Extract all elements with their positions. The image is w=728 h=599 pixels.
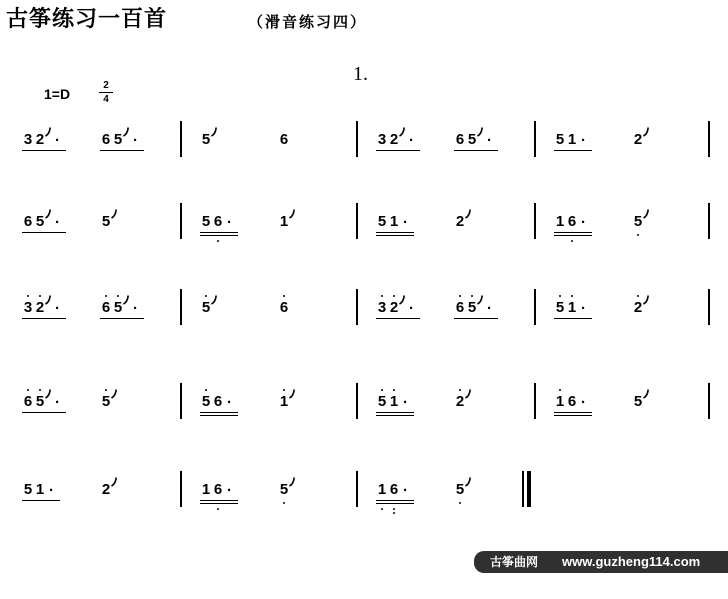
underline	[200, 232, 238, 233]
octave-dot-high	[471, 295, 473, 297]
note-pitch: 2	[389, 299, 399, 316]
underline	[200, 235, 238, 236]
octave-dot-high	[559, 295, 561, 297]
octave-dot-low	[393, 512, 395, 514]
octave-dot-low	[571, 240, 573, 242]
barline	[180, 121, 182, 157]
site-url[interactable]: www.guzheng114.com	[562, 554, 701, 569]
octave-dot-high	[381, 295, 383, 297]
duration-dot: ·	[409, 132, 414, 149]
octave-dot-high	[205, 389, 207, 391]
octave-dot-low	[283, 502, 285, 504]
note-pitch: 2	[455, 393, 465, 410]
time-signature-line	[99, 92, 113, 93]
barline	[356, 471, 358, 507]
note	[388, 481, 400, 499]
note-pitch: 5	[455, 481, 465, 498]
underline	[376, 500, 414, 501]
barline	[534, 203, 536, 239]
underline	[376, 235, 414, 236]
note-pitch: 6	[455, 131, 465, 148]
note	[22, 213, 34, 231]
upward-slide-icon	[210, 294, 218, 306]
note	[100, 131, 112, 149]
note	[34, 481, 46, 499]
duration-dot: ·	[133, 132, 138, 149]
note-pitch: 6	[23, 393, 33, 410]
note	[22, 481, 34, 499]
note-pitch: 5	[467, 131, 477, 148]
underline	[100, 150, 144, 151]
note	[278, 299, 290, 317]
note-pitch: 1	[279, 393, 289, 410]
underline	[100, 318, 144, 319]
underline	[554, 415, 592, 416]
duration-dot: ·	[487, 300, 492, 317]
duration-dot: ·	[403, 394, 408, 411]
note	[388, 213, 400, 231]
note	[22, 299, 34, 317]
underline	[200, 503, 238, 504]
duration-dot: ·	[133, 300, 138, 317]
note-pitch: 5	[101, 393, 111, 410]
note	[376, 131, 388, 149]
octave-dot-high	[393, 389, 395, 391]
note-pitch: 6	[567, 213, 577, 230]
octave-dot-high	[393, 295, 395, 297]
note-pitch: 1	[567, 299, 577, 316]
note	[554, 393, 566, 411]
octave-dot-high	[27, 389, 29, 391]
barline	[534, 289, 536, 325]
barline	[708, 121, 710, 157]
barline	[708, 289, 710, 325]
note-pitch: 5	[113, 299, 123, 316]
final-barline	[527, 471, 531, 507]
duration-dot: ·	[409, 300, 414, 317]
note	[454, 299, 466, 317]
underline	[22, 232, 66, 233]
upward-slide-icon	[288, 208, 296, 220]
note-pitch: 5	[467, 299, 477, 316]
octave-dot-high	[27, 295, 29, 297]
note-pitch: 6	[389, 481, 399, 498]
octave-dot-low	[459, 502, 461, 504]
underline	[376, 412, 414, 413]
octave-dot-low	[637, 234, 639, 236]
upward-slide-icon	[44, 208, 52, 220]
octave-dot-high	[39, 389, 41, 391]
note-pitch: 6	[279, 299, 289, 316]
octave-dot-high	[559, 389, 561, 391]
note-pitch: 3	[23, 299, 33, 316]
upward-slide-icon	[464, 208, 472, 220]
key-signature: 1=D	[44, 86, 71, 102]
duration-dot: ·	[55, 132, 60, 149]
upward-slide-icon	[642, 208, 650, 220]
upward-slide-icon	[44, 388, 52, 400]
upward-slide-icon	[110, 208, 118, 220]
underline	[22, 412, 66, 413]
note	[376, 213, 388, 231]
note-pitch: 1	[377, 481, 387, 498]
note	[212, 393, 224, 411]
barline	[180, 383, 182, 419]
upward-slide-icon	[464, 388, 472, 400]
note-pitch: 2	[455, 213, 465, 230]
barline	[356, 289, 358, 325]
note-pitch: 2	[35, 131, 45, 148]
octave-dot-high	[381, 389, 383, 391]
duration-dot: ·	[403, 482, 408, 499]
barline	[356, 203, 358, 239]
note-pitch: 5	[201, 393, 211, 410]
barline	[534, 383, 536, 419]
note-pitch: 5	[35, 213, 45, 230]
upward-slide-icon	[476, 294, 484, 306]
upward-slide-icon	[210, 126, 218, 138]
upward-slide-icon	[122, 294, 130, 306]
underline	[376, 318, 420, 319]
barline	[356, 121, 358, 157]
octave-dot-high	[105, 295, 107, 297]
upward-slide-icon	[398, 294, 406, 306]
note-pitch: 1	[201, 481, 211, 498]
octave-dot-high	[39, 295, 41, 297]
note-pitch: 2	[633, 299, 643, 316]
site-watermark[interactable]	[474, 551, 728, 573]
duration-dot: ·	[227, 214, 232, 231]
underline	[454, 318, 498, 319]
duration-dot: ·	[581, 214, 586, 231]
barline	[356, 383, 358, 419]
underline	[376, 232, 414, 233]
duration-dot: ·	[55, 394, 60, 411]
note-pitch: 5	[113, 131, 123, 148]
duration-dot: ·	[581, 394, 586, 411]
barline	[708, 383, 710, 419]
note-pitch: 5	[201, 213, 211, 230]
underline	[554, 150, 592, 151]
underline	[454, 150, 498, 151]
duration-dot: ·	[49, 482, 54, 499]
underline	[22, 318, 66, 319]
note	[566, 299, 578, 317]
note-pitch: 1	[567, 131, 577, 148]
duration-dot: ·	[581, 300, 586, 317]
note-pitch: 5	[377, 213, 387, 230]
note-pitch: 6	[101, 131, 111, 148]
note	[22, 393, 34, 411]
underline	[200, 412, 238, 413]
note-pitch: 1	[555, 213, 565, 230]
note-pitch: 6	[567, 393, 577, 410]
time-signature	[99, 80, 113, 105]
upward-slide-icon	[398, 126, 406, 138]
note	[554, 131, 566, 149]
site-name: 古筝曲网	[490, 555, 539, 569]
duration-dot: ·	[55, 300, 60, 317]
octave-dot-high	[283, 295, 285, 297]
underline	[200, 500, 238, 501]
page-title: 古筝练习一百首	[6, 7, 168, 32]
note-pitch: 2	[633, 131, 643, 148]
underline	[376, 150, 420, 151]
barline	[522, 471, 524, 507]
octave-dot-low	[217, 508, 219, 510]
underline	[554, 412, 592, 413]
note	[566, 213, 578, 231]
underline	[22, 500, 60, 501]
note-pitch: 5	[35, 393, 45, 410]
note	[454, 131, 466, 149]
upward-slide-icon	[464, 476, 472, 488]
note	[200, 393, 212, 411]
note	[376, 299, 388, 317]
octave-dot-high	[637, 295, 639, 297]
note-pitch: 5	[279, 481, 289, 498]
note-pitch: 5	[633, 213, 643, 230]
duration-dot: ·	[227, 482, 232, 499]
note-pitch: 6	[101, 299, 111, 316]
note	[376, 393, 388, 411]
underline	[376, 415, 414, 416]
barline	[708, 203, 710, 239]
duration-dot: ·	[227, 394, 232, 411]
note-pitch: 3	[377, 131, 387, 148]
note-pitch: 1	[279, 213, 289, 230]
note	[212, 481, 224, 499]
duration-dot: ·	[581, 132, 586, 149]
note-pitch: 5	[201, 131, 211, 148]
barline	[180, 203, 182, 239]
note-pitch: 5	[555, 131, 565, 148]
upward-slide-icon	[122, 126, 130, 138]
note	[22, 131, 34, 149]
octave-dot-low	[217, 240, 219, 242]
octave-dot-high	[283, 389, 285, 391]
barline	[180, 289, 182, 325]
note-pitch: 5	[23, 481, 33, 498]
upward-slide-icon	[642, 126, 650, 138]
note	[100, 299, 112, 317]
upward-slide-icon	[288, 476, 296, 488]
note-pitch: 1	[389, 213, 399, 230]
note	[566, 131, 578, 149]
time-signature-top: 2	[103, 80, 109, 91]
note-pitch: 6	[455, 299, 465, 316]
note-pitch: 3	[23, 131, 33, 148]
note	[554, 213, 566, 231]
note	[212, 213, 224, 231]
note	[554, 299, 566, 317]
octave-dot-high	[105, 389, 107, 391]
octave-dot-high	[205, 295, 207, 297]
note-pitch: 1	[35, 481, 45, 498]
note-pitch: 6	[213, 393, 223, 410]
upward-slide-icon	[476, 126, 484, 138]
upward-slide-icon	[110, 388, 118, 400]
piece-number: 1.	[353, 63, 368, 85]
note-pitch: 2	[101, 481, 111, 498]
octave-dot-low	[393, 508, 395, 510]
note-pitch: 5	[377, 393, 387, 410]
octave-dot-high	[117, 295, 119, 297]
underline	[554, 318, 592, 319]
note	[278, 131, 290, 149]
barline	[534, 121, 536, 157]
note	[200, 481, 212, 499]
underline	[554, 235, 592, 236]
note	[388, 393, 400, 411]
note-pitch: 1	[389, 393, 399, 410]
page-subtitle: （滑音练习四）	[248, 13, 368, 31]
upward-slide-icon	[110, 476, 118, 488]
note-pitch: 5	[633, 393, 643, 410]
duration-dot: ·	[487, 132, 492, 149]
note-pitch: 2	[389, 131, 399, 148]
upward-slide-icon	[642, 388, 650, 400]
note-pitch: 3	[377, 299, 387, 316]
upward-slide-icon	[44, 126, 52, 138]
note-pitch: 5	[101, 213, 111, 230]
duration-dot: ·	[403, 214, 408, 231]
note	[566, 393, 578, 411]
upward-slide-icon	[288, 388, 296, 400]
note-pitch: 5	[555, 299, 565, 316]
note	[200, 213, 212, 231]
note-pitch: 6	[279, 131, 289, 148]
note-pitch: 6	[213, 481, 223, 498]
underline	[22, 150, 66, 151]
octave-dot-high	[571, 295, 573, 297]
octave-dot-high	[459, 389, 461, 391]
note-pitch: 6	[213, 213, 223, 230]
note-pitch: 6	[23, 213, 33, 230]
barline	[180, 471, 182, 507]
note	[376, 481, 388, 499]
note-pitch: 2	[35, 299, 45, 316]
underline	[200, 415, 238, 416]
upward-slide-icon	[642, 294, 650, 306]
duration-dot: ·	[55, 214, 60, 231]
octave-dot-low	[381, 508, 383, 510]
underline	[554, 232, 592, 233]
upward-slide-icon	[44, 294, 52, 306]
note-pitch: 1	[555, 393, 565, 410]
octave-dot-high	[459, 295, 461, 297]
time-signature-bottom: 4	[103, 94, 109, 105]
underline	[376, 503, 414, 504]
note-pitch: 5	[201, 299, 211, 316]
